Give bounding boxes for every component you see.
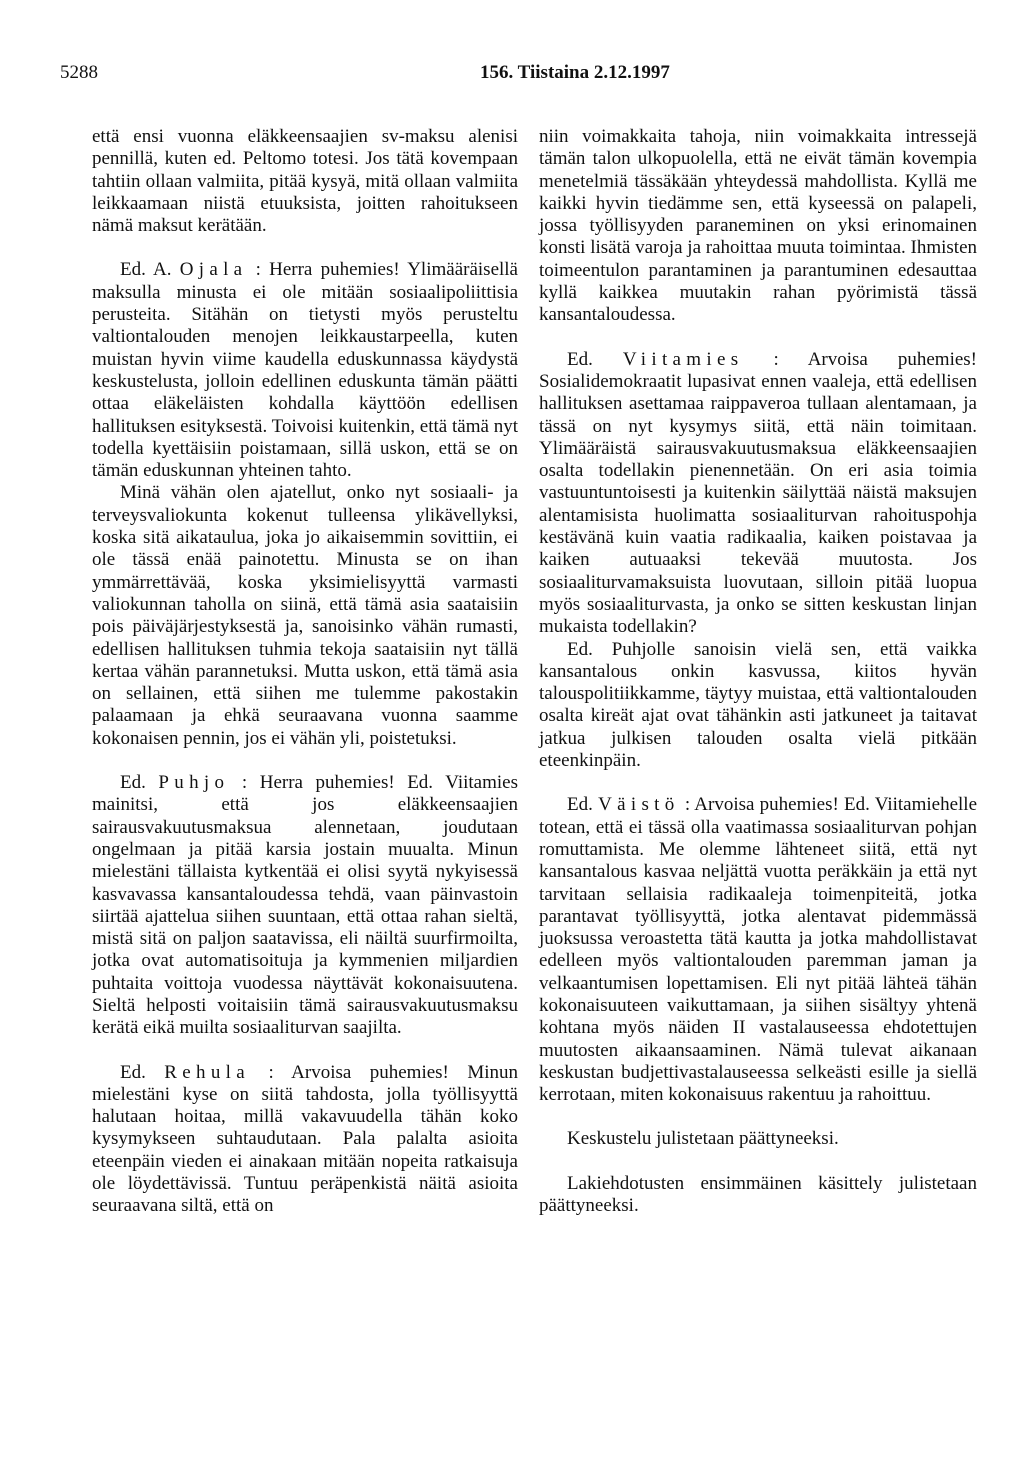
speaker-prefix: Ed. bbox=[120, 772, 146, 794]
closing-statement: Lakiehdotusten ensimmäinen käsittely julistetaan päättyneeksi. bbox=[539, 1172, 977, 1217]
speaker-name: Ojala bbox=[179, 259, 248, 281]
paragraph: niin voimakkaita tahoja, niin voimakkaita intressejä tämän talon ulkopuolella, että ne eivät tämän kovempia menetelmiä tässäkään yhteydessä mahdollista. Kyllä me kaikki hyvin tiedämme sen, että kyseessä on palapeli, jossa työllisyyden paraneminen on yksi erinomainen konsti lisätä varoja ja rahoittaa muuta toimintaa. Ihmisten toimeentulon parantaminen ja parantuminen edesauttaa kyllä kaikkea muutakin rahan pyörimistä tässä kansantaloudessa. bbox=[539, 126, 977, 326]
speech-viitamies bbox=[539, 349, 977, 639]
paragraph: että ensi vuonna eläkkeensaajien sv-maksu alenisi pennillä, kuten ed. Peltomo totesi. Jos tätä kovempaan tahtiin ollaan valmiita, pitää kysyä, mitä ollaan valmiita leikkaamaan niistä etuuksista, joitten rahoitukseen nämä maksut kerätään. bbox=[92, 126, 518, 237]
right-column bbox=[539, 126, 977, 1217]
speaker-prefix: Ed. bbox=[567, 794, 593, 816]
closing-statement: Keskustelu julistetaan päättyneeksi. bbox=[567, 1128, 839, 1150]
speech-ojala bbox=[92, 259, 518, 482]
speech-text: : Arvoisa puhemies! Minun mielestäni kyse on siitä tahdosta, jolla työllisyyttä halutaan hoitaa, millä vakavuudella tähän koko kysymykseen suhtaudutaan. Pala palalta asioita eteenpäin vieden ei ainakaan mitään nopeita ratkaisuja ole löydettävissä. Tuntuu peräpenkistä näitä asioita seuraavana siltä, että on bbox=[92, 1061, 518, 1217]
speaker-prefix: Ed. bbox=[120, 1061, 146, 1083]
speech-puhjo bbox=[92, 772, 518, 1040]
speaker-prefix: Ed. A. bbox=[120, 259, 172, 281]
speaker-prefix: Ed. bbox=[567, 348, 593, 370]
speaker-name: Viitamies bbox=[622, 348, 744, 370]
paragraph: Minä vähän olen ajatellut, onko nyt sosiaali- ja terveysvaliokunta kokenut tulleensa ylikävellyksi, koska sitä aikataulua, joka jo aikaisemmin sovittiin, ei ole tässä enää painotettu. Minusta se on ihan ymmärrettävää, koska yksimielisyyttä varmasti valiokunnan taholla on siinä, että tämä asia saataisiin pois päiväjärjestyksestä ja, sanoisinko vähän rumasti, edellisen hallituksen tuhmia tekoja saataisiin nyt tällä kertaa vähän parannetuksi. Mutta uskon, että tämä asia on sellainen, että siihen me tulemme pakostakin palaamaan ja ehkä seuraavana vuonna saamme kokonaisen pennin, jos ei vähän yli, poistetuksi. bbox=[92, 482, 518, 749]
speech-rehula bbox=[92, 1062, 518, 1218]
speech-text: : Herra puhemies! Ylimääräisellä maksulla minusta ei ole mitään sosiaalipoliittisia perusteita. Sitähän on tietysti myös perusteltu valtiontalouden menojen leikkaustarpeella, kuten muistan hyvin viime kaudella eduskunnassa käydystä keskustelusta, jolloin edellinen eduskunta tämän päätti ottaa eläkeläisten kohdalla käyttöön edellisen hallituksen esityksestä. Toivoisi kuitenkin, että tämä nyt todella kyettäisiin poistamaan, sillä uskon, että se on tämän eduskunnan yhteinen tahto. bbox=[92, 259, 518, 482]
issue-date: 156. Tiistaina 2.12.1997 bbox=[480, 62, 670, 83]
speech-text: : Herra puhemies! Ed. Viitamies mainitsi, että jos eläkkeensaajien sairausvakuutusmaksua alennetaan, joudutaan ongelmaan ja pitää karsia jostain muualta. Minun mielestäni tällaista kytkentää ei olisi syytä nykyisessä kasvavassa kansantaloudessa tehdä, vaan päinvastoin siirtää ajattelua siihen suuntaan, että ottaa rahan sieltä, mistä sitä on paljon saatavissa, eli näiltä suurfirmoilta, jotka ovat automatisoituja ja kymmenien miljardien puhtaita voittoja vuodessa näyttävät kokonaisuutena. Sieltä helposti voitaisiin tämä sairausvakuutusmaksu kerätä eikä muilta sosiaaliturvan saajilta. bbox=[92, 772, 518, 1039]
speaker-name: Puhjo bbox=[158, 772, 230, 794]
speech-vaisto bbox=[539, 794, 977, 1106]
speech-text: : Arvoisa puhemies! Sosialidemokraatit lupasivat ennen vaaleja, että edellisen hallituksen asettamaa raippaveroa tullaan alentamaan, ja tässä on nyt kysymys siitä, että näin toimitaan. Ylimääräistä sairausvakuutusmaksua eläkkeensaajien osalta todellakin pienennetään. On eri asia toimia vastuuntuntoisesti ja kuitenkin säilyttää näistä maksujen alentamisista huolimatta sosiaaliturvan rahoituspohja kestävänä kuin vaatia radikaalia, kaiken poistavaa ja kaiken autuaaksi tekevää muutosta. Jos sosiaaliturvamaksuista luovutaan, silloin pitää luopua myös sosiaaliturvasta, ja onko se sitten keskustan linjan mukaista todellakin? bbox=[539, 348, 978, 638]
page-number: 5288 bbox=[60, 62, 98, 83]
left-column bbox=[92, 126, 518, 1218]
paragraph: Ed. Puhjolle sanoisin vielä sen, että vaikka kansantalous onkin kasvussa, kiitos hyvän talouspolitiikkamme, täytyy muistaa, että valtiontalouden osalta kireät ajat ovat tähänkin asti jatkuneet ja taitavat jatkua julkisen talouden osalta vielä pitkään eteenkinpäin. bbox=[539, 638, 977, 772]
page-header bbox=[60, 62, 980, 92]
speaker-name: Rehula bbox=[164, 1061, 251, 1083]
speech-text: : Arvoisa puhemies! Ed. Viitamiehelle totean, että ei tässä olla vaatimassa sosiaaliturvan pohjan romuttamista. Me olemme lähteneet siitä, että nyt kansantalous kasvaa neljättä vuotta peräkkäin ja että nyt tarvitaan sellaisia radikaaleja toimenpiteitä, jotka parantavat työllisyyttä, jotka alentavat pidemmässä juoksussa veroastetta tätä kautta ja jotka mahdollistavat edelleen myös valtiontalouden paremman jaman ja velkaantumisen lopettamisen. Eli nyt pitää lähteä tähän kokonaisuuteen vaikuttamaan, ja siihen sisältyy yhtenä kohtana myös näiden II vastalauseessa ehdotettujen muutosten aikaansaaminen. Nämä tulevat aikanaan keskustan budjettivastalauseessa selkeästi esille ja siellä kerrotaan, miten kokonaisuus rakentuu ja rahoittuu. bbox=[539, 794, 977, 1106]
speaker-name: Väistö bbox=[598, 794, 680, 816]
